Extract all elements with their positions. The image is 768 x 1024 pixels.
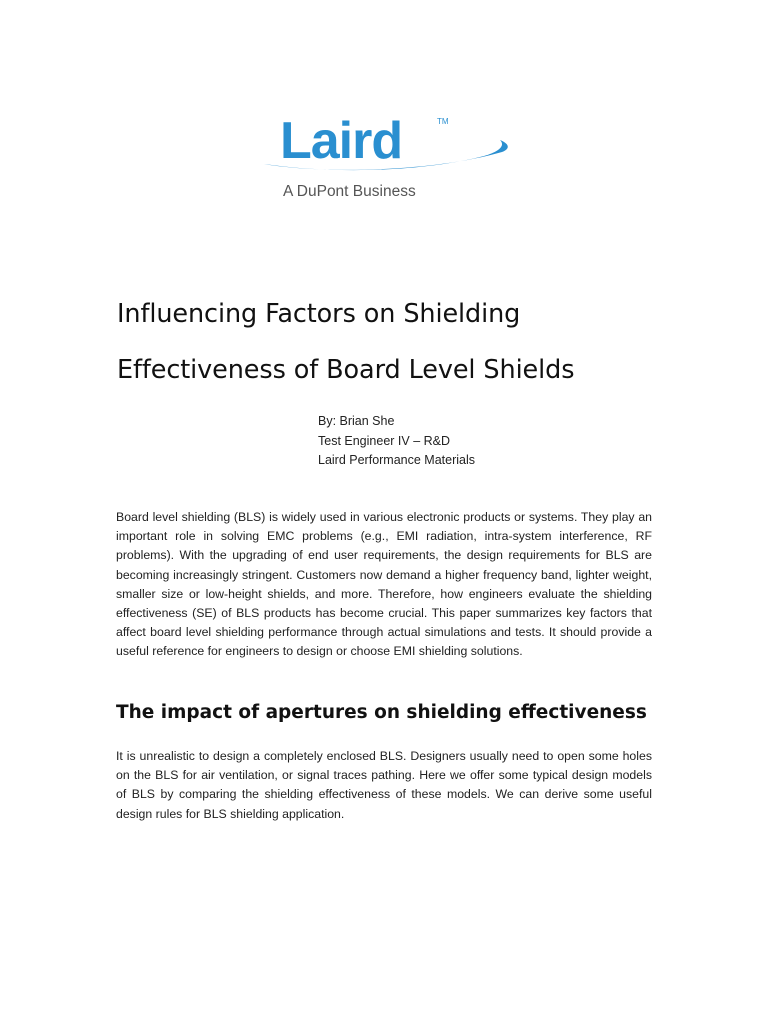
intro-paragraph: Board level shielding (BLS) is widely used in various electronic products or systems. They play an important role in solving EMC problems (e.g., EMI radiation, intra-system interference, RF problems). With the upgrading of end user requirements, the design requirements for BLS are becoming increasingly stringent. Customers now demand a higher frequency band, lighter weight, smaller size or low-height shields, and more. Therefore, how engineers evaluate the shielding effectiveness (SE) of BLS products has become crucial. This paper summarizes key factors that affect board level shielding performance through actual simulations and tests. It should provide a useful reference for engineers to design or choose EMI shielding solutions. [116,510,652,659]
logo-tagline: A DuPont Business [283,183,416,200]
section-paragraph: It is unrealistic to design a completely enclosed BLS. Designers usually need to open some holes on the BLS for air ventilation, or signal traces pathing. Here we offer some typical design models of BLS by comparing the shielding effectiveness of these models. We can derive some useful design rules for BLS shielding application. [116,749,652,821]
laird-logo-graphic [262,112,512,202]
document-title [117,286,677,398]
title-line-1: Influencing Factors on Shielding [117,299,521,329]
title-line-2: Effectiveness of Board Level Shields [117,355,575,385]
author-role: Test Engineer IV – R&D [318,433,451,448]
author-byline [318,412,475,471]
section-heading: The impact of apertures on shielding effectiveness [116,702,647,723]
author-name: By: Brian She [318,414,395,428]
laird-logo [262,112,512,202]
author-organization: Laird Performance Materials [318,453,476,467]
logo-trademark: TM [437,117,449,126]
logo-wordmark: Laird [280,112,403,170]
